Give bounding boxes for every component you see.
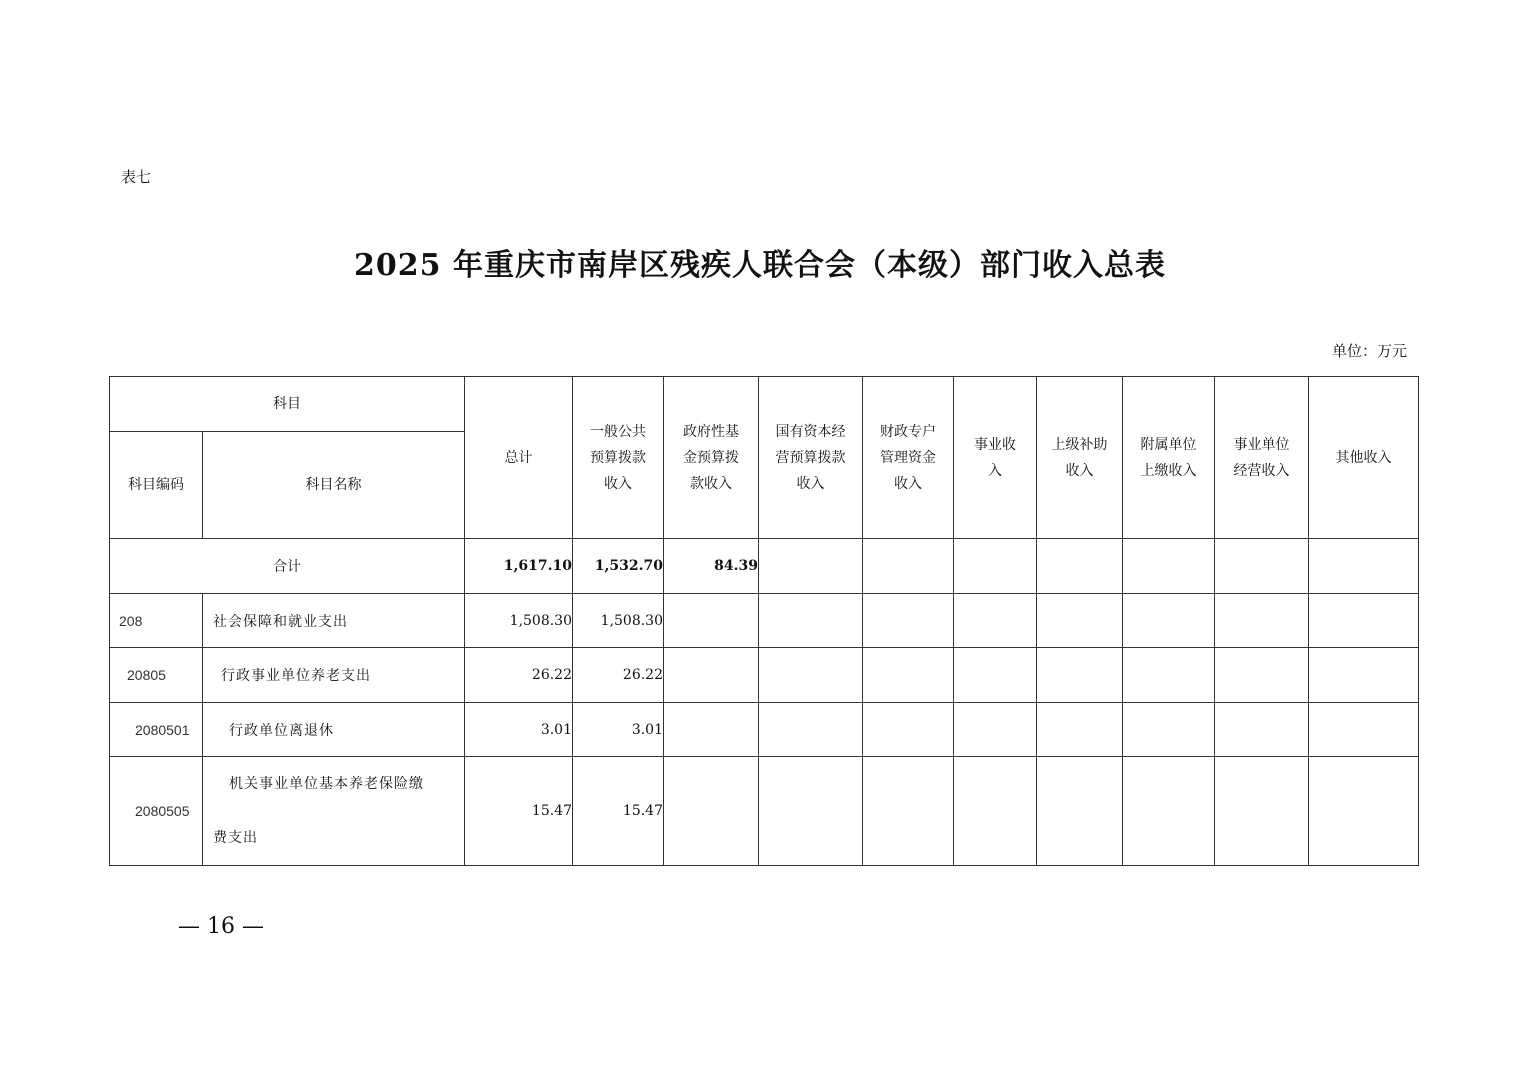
empty-cell — [1037, 539, 1123, 594]
total-row — [110, 539, 1419, 594]
header-superior-subsidy — [1037, 377, 1123, 539]
header-business-income — [954, 377, 1037, 539]
header-general-public — [573, 377, 664, 539]
empty-cell — [954, 703, 1037, 757]
empty-cell — [759, 594, 863, 648]
total-cell: 1,508.30 — [465, 594, 573, 648]
header-line: 一般公共 — [590, 423, 646, 440]
header-line: 金预算拨 — [683, 449, 739, 466]
table-tag: 表七 — [121, 168, 152, 186]
header-name: 科目名称 — [203, 432, 465, 539]
empty-cell — [664, 757, 759, 866]
empty-cell — [1037, 703, 1123, 757]
code-cell: 2080501 — [110, 703, 203, 757]
empty-cell — [1309, 648, 1419, 703]
empty-cell — [759, 539, 863, 594]
empty-cell — [1215, 539, 1309, 594]
gov-fund-cell: 84.39 — [664, 539, 759, 594]
empty-cell — [759, 757, 863, 866]
general-public-cell: 26.22 — [573, 648, 664, 703]
general-public-cell: 3.01 — [573, 703, 664, 757]
empty-cell — [1215, 703, 1309, 757]
name-cell: 社会保障和就业支出 — [203, 594, 465, 648]
empty-cell — [1309, 539, 1419, 594]
empty-cell — [1309, 594, 1419, 648]
header-line: 附属单位 — [1140, 436, 1197, 453]
table-row — [110, 594, 1419, 648]
name-line: 机关事业单位基本养老保险缴 — [229, 776, 424, 792]
empty-cell — [1123, 648, 1215, 703]
empty-cell — [664, 703, 759, 757]
table-row — [110, 703, 1419, 757]
table-row — [110, 757, 1419, 866]
header-line: 经营收入 — [1233, 462, 1290, 479]
empty-cell — [759, 703, 863, 757]
header-line: 款收入 — [690, 475, 732, 492]
empty-cell — [1123, 594, 1215, 648]
header-line: 上级补助 — [1051, 436, 1108, 453]
code-cell: 208 — [110, 594, 203, 648]
table-row — [110, 648, 1419, 703]
general-public-cell: 1,508.30 — [573, 594, 664, 648]
empty-cell — [863, 594, 954, 648]
header-gov-fund — [664, 377, 759, 539]
header-line: 收入 — [604, 475, 632, 492]
total-cell: 26.22 — [465, 648, 573, 703]
header-line: 事业收 — [974, 436, 1016, 453]
empty-cell — [664, 594, 759, 648]
header-line: 收入 — [1065, 462, 1094, 479]
header-fiscal-special — [863, 377, 954, 539]
total-label: 合计 — [110, 539, 465, 594]
empty-cell — [954, 757, 1037, 866]
unit-label: 单位：万元 — [1331, 342, 1407, 360]
empty-cell — [1309, 703, 1419, 757]
empty-cell — [759, 648, 863, 703]
empty-cell — [954, 648, 1037, 703]
code-cell: 2080505 — [110, 757, 203, 866]
empty-cell — [954, 594, 1037, 648]
header-line: 上缴收入 — [1140, 462, 1197, 479]
general-public-cell: 1,532.70 — [573, 539, 664, 594]
header-line: 收入 — [894, 475, 922, 492]
empty-cell — [1037, 594, 1123, 648]
empty-cell — [1037, 757, 1123, 866]
empty-cell — [1123, 539, 1215, 594]
header-code: 科目编码 — [110, 432, 203, 539]
empty-cell — [664, 648, 759, 703]
empty-cell — [1309, 757, 1419, 866]
empty-cell — [1123, 757, 1215, 866]
name-cell: 行政事业单位养老支出 — [203, 648, 465, 703]
empty-cell — [863, 757, 954, 866]
empty-cell — [1215, 594, 1309, 648]
empty-cell — [863, 648, 954, 703]
header-line: 营预算拨款 — [775, 449, 846, 466]
header-line: 收入 — [796, 475, 825, 492]
header-line: 财政专户 — [880, 423, 936, 440]
general-public-cell: 15.47 — [573, 757, 664, 866]
empty-cell — [863, 703, 954, 757]
empty-cell — [954, 539, 1037, 594]
header-state-capital — [759, 377, 863, 539]
income-table — [109, 376, 1419, 866]
total-cell: 1,617.10 — [465, 539, 573, 594]
header-line: 入 — [988, 462, 1002, 479]
header-total: 总计 — [465, 377, 573, 539]
total-cell: 3.01 — [465, 703, 573, 757]
page-title: 2025 年重庆市南岸区残疾人联合会（本级）部门收入总表 — [354, 248, 1166, 283]
header-affiliate — [1123, 377, 1215, 539]
empty-cell — [1123, 703, 1215, 757]
page-number: — 16 — — [178, 914, 264, 939]
total-cell: 15.47 — [465, 757, 573, 866]
header-subject: 科目 — [110, 377, 465, 432]
header-line: 国有资本经 — [775, 423, 846, 440]
name-line: 费支出 — [213, 830, 258, 846]
code-cell: 20805 — [110, 648, 203, 703]
header-line: 预算拨款 — [590, 449, 646, 466]
empty-cell — [1037, 648, 1123, 703]
header-operating — [1215, 377, 1309, 539]
name-cell — [203, 757, 465, 866]
empty-cell — [1215, 757, 1309, 866]
empty-cell — [863, 539, 954, 594]
header-line: 管理资金 — [880, 449, 936, 466]
header-line: 政府性基 — [683, 423, 739, 440]
name-cell: 行政单位离退休 — [203, 703, 465, 757]
header-line: 事业单位 — [1233, 436, 1290, 453]
header-other: 其他收入 — [1309, 377, 1419, 539]
empty-cell — [1215, 648, 1309, 703]
